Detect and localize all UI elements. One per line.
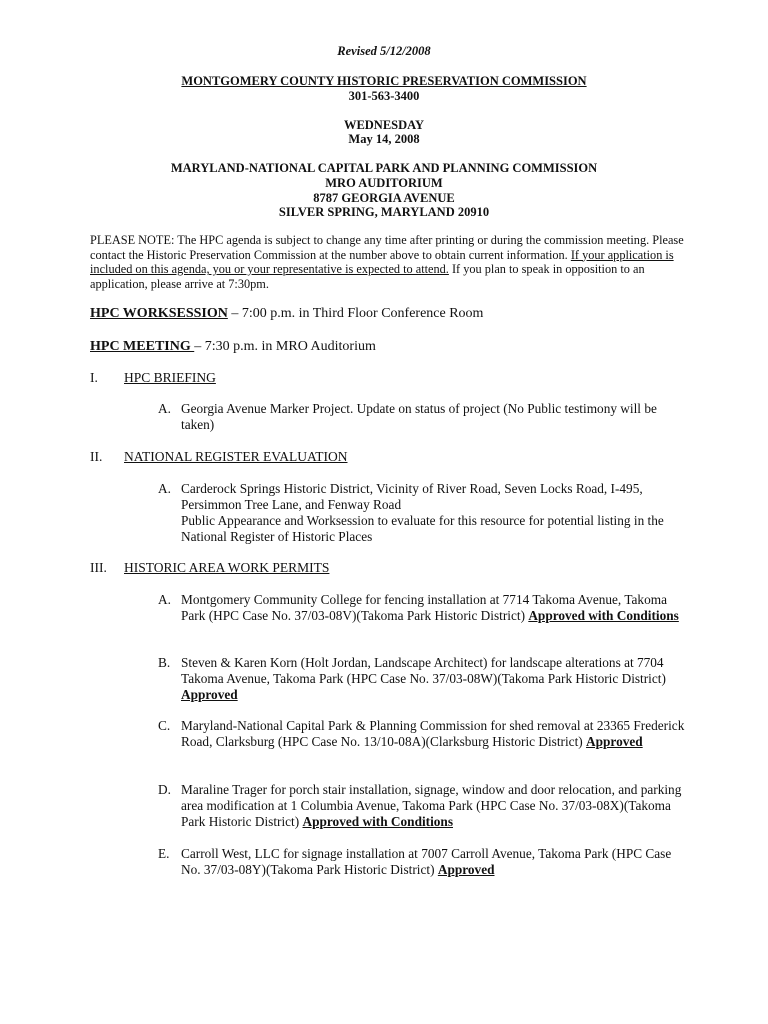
item-letter: A. — [158, 481, 171, 496]
section-number: I. — [90, 370, 98, 385]
item-letter: A. — [158, 592, 171, 607]
item-text: Maraline Trager for porch stair installation, signage, window and door relocation, and parking area modification at 1 Columbia Avenue, Takoma Park (HPC Case No. 37/03-08X)(Takoma Park Historic District) — [181, 782, 682, 829]
meeting-day: WEDNESDAY — [343, 118, 425, 132]
item-letter: E. — [158, 846, 170, 861]
item-text: Montgomery Community College for fencing installation at 7714 Takoma Avenue, Takoma Park (HPC Case No. 37/03-08V)(Takoma Park Historic District) — [181, 592, 667, 623]
agenda-item — [181, 846, 691, 878]
section-number: II. — [90, 449, 103, 464]
item-text: Maryland-National Capital Park & Planning Commission for shed removal at 23365 Frederick Road, Clarksburg (HPC Case No. 13/10-08A)(Clarksburg Historic District) — [181, 718, 685, 749]
section-title: HISTORIC AREA WORK PERMITS — [124, 560, 330, 575]
venue-line: SILVER SPRING, MARYLAND 20910 — [278, 205, 490, 219]
section-title: HPC BRIEFING — [124, 370, 216, 385]
item-letter: B. — [158, 655, 171, 670]
item-letter: D. — [158, 782, 171, 797]
session-label: HPC WORKSESSION — [90, 306, 228, 321]
status-label: Approved with Conditions — [302, 814, 453, 829]
agenda-item — [181, 782, 691, 830]
status-label: Approved with Conditions — [528, 608, 679, 623]
item-text: Carderock Springs Historic District, Vicinity of River Road, Seven Locks Road, I-495, Persimmon Tree Lane, and Fenway Road — [181, 481, 643, 512]
please-note — [90, 233, 690, 291]
item-text: Georgia Avenue Marker Project. Update on status of project (No Public testimony will be taken) — [181, 401, 657, 432]
section-title: NATIONAL REGISTER EVALUATION — [124, 449, 348, 464]
section-number: III. — [90, 560, 107, 575]
session-detail: – 7:00 p.m. in Third Floor Conference Room — [227, 306, 484, 321]
item-letter: A. — [158, 401, 171, 416]
venue-line: 8787 GEORGIA AVENUE — [313, 191, 455, 205]
worksession-line — [90, 305, 483, 322]
agenda-item — [181, 718, 691, 750]
item-text: Steven & Karen Korn (Holt Jordan, Landscape Architect) for landscape alterations at 7704 Takoma Avenue, Takoma Park (HPC Case No. 37/03-08W)(Takoma Park Historic District) — [181, 655, 666, 686]
agenda-item — [181, 401, 691, 433]
item-letter: C. — [158, 718, 171, 733]
commission-name: MONTGOMERY COUNTY HISTORIC PRESERVATION COMMISSION — [181, 74, 587, 88]
note-text: PLEASE NOTE: The HPC agenda is subject to change any time after printing or during the commission meeting. Please contact the Historic Preservation Commission at the number above to obtain current information. — [90, 233, 684, 262]
item-text: Public Appearance and Worksession to evaluate for this resource for potential listing in the National Register of Historic Places — [181, 513, 664, 544]
status-label: Approved — [437, 862, 495, 877]
status-label: Approved — [181, 687, 238, 702]
venue-line: MRO AUDITORIUM — [325, 176, 443, 190]
meeting-date: May 14, 2008 — [348, 132, 420, 146]
venue-line: MARYLAND-NATIONAL CAPITAL PARK AND PLANNING COMMISSION — [170, 161, 598, 175]
commission-phone: 301-563-3400 — [348, 89, 420, 103]
item-text: Carroll West, LLC for signage installation at 7007 Carroll Avenue, Takoma Park (HPC Case No. 37/03-08Y)(Takoma Park Historic District) — [181, 846, 672, 877]
note-attendance-notice: If your application is included on this agenda, you or your representative is expected to attend. — [90, 247, 674, 277]
agenda-item — [181, 655, 703, 703]
meeting-line — [90, 338, 376, 355]
revised-date: Revised 5/12/2008 — [337, 44, 431, 58]
session-detail: – 7:30 p.m. in MRO Auditorium — [194, 339, 376, 354]
session-label: HPC MEETING — [90, 339, 195, 354]
note-text: If you plan to speak in opposition to an application, please arrive at 7:30pm. — [90, 262, 645, 291]
agenda-item — [181, 481, 691, 545]
status-label: Approved — [586, 734, 643, 749]
agenda-item — [181, 592, 691, 624]
